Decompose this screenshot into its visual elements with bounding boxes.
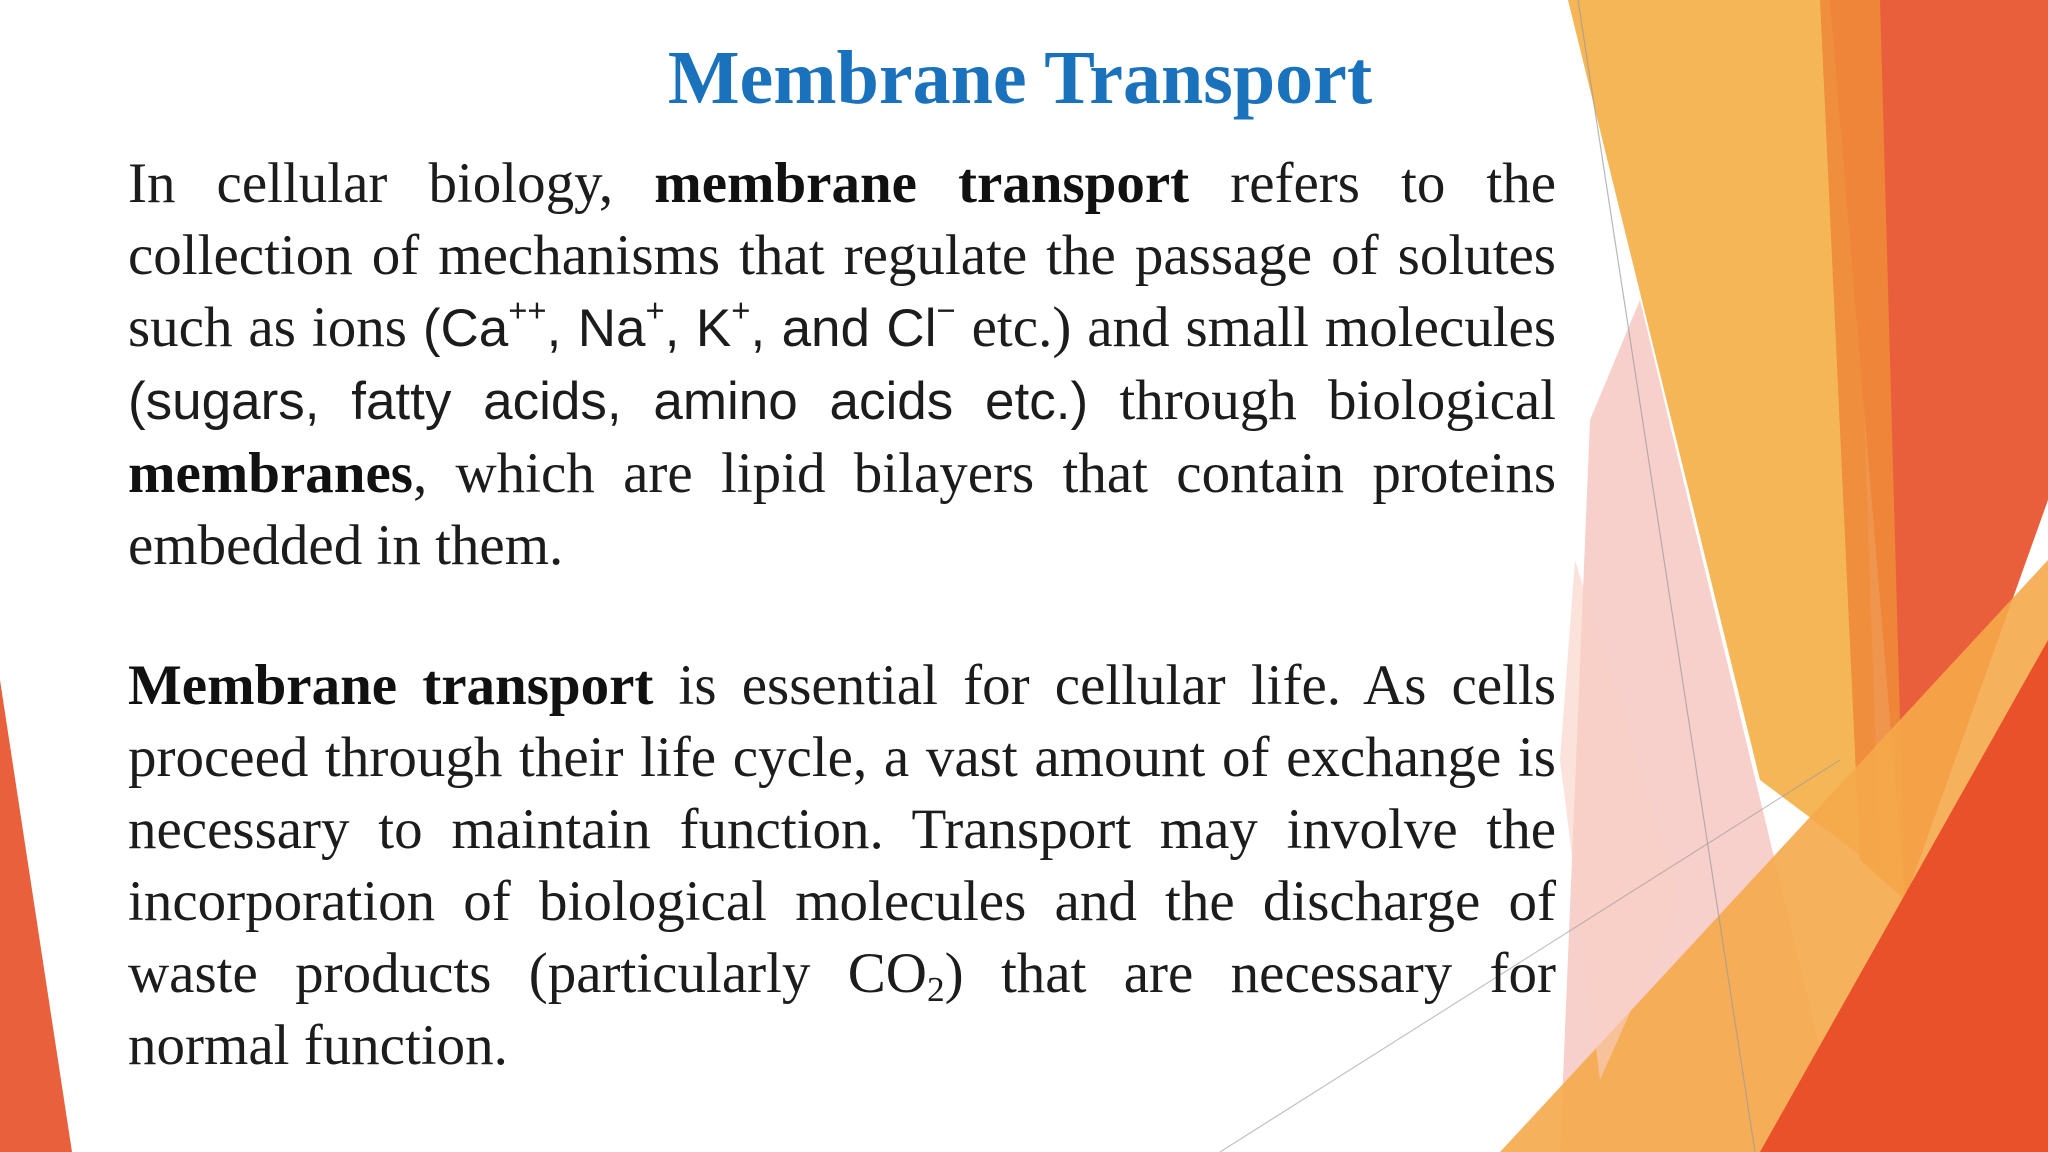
- ion-cl-label: , and Cl: [750, 299, 937, 358]
- ion-cl-charge: −: [936, 291, 956, 329]
- co2-subscript: 2: [926, 969, 945, 1009]
- bold-term-membrane-transport: membrane transport: [654, 152, 1190, 215]
- text-span: through biological: [1088, 369, 1556, 432]
- text-span: ) that are necessary for normal function.: [128, 942, 1556, 1077]
- small-molecules-list: (sugars, fatty acids, amino acids etc.): [128, 372, 1089, 431]
- text-span: etc.) and small molecules: [955, 296, 1557, 359]
- paragraph-importance: [128, 650, 1556, 1082]
- bold-term-membrane-transport-2: Membrane transport: [128, 654, 654, 717]
- ion-na-charge: +: [645, 291, 665, 329]
- text-span: , which are lipid bilayers that contain proteins embedded in them.: [128, 442, 1556, 577]
- ion-ca-charge: ++: [508, 291, 547, 329]
- ion-ca: [422, 291, 956, 358]
- paragraph-definition: [128, 148, 1556, 582]
- text-span: refers to the collection of mechanisms that regulate the passage of solutes such as ions: [128, 152, 1556, 359]
- bold-term-membranes: membranes: [128, 442, 413, 505]
- ion-na-label: , Na: [546, 299, 646, 358]
- slide-title: Membrane Transport: [667, 36, 1373, 120]
- left-accent-shape: [0, 680, 72, 1152]
- text-span: In cellular biology,: [128, 152, 655, 215]
- text-span: is essential for cellular life. As cells proceed through their life cycle, a vast amount of exchange is necessary to maintain function. Transport may involve the incorporation of biological molecules and the discharge of waste products (particularly CO: [128, 654, 1556, 1005]
- ion-k-label: , K: [664, 299, 732, 358]
- ion-k-charge: +: [731, 291, 751, 329]
- ion-ca-label: (Ca: [422, 299, 509, 358]
